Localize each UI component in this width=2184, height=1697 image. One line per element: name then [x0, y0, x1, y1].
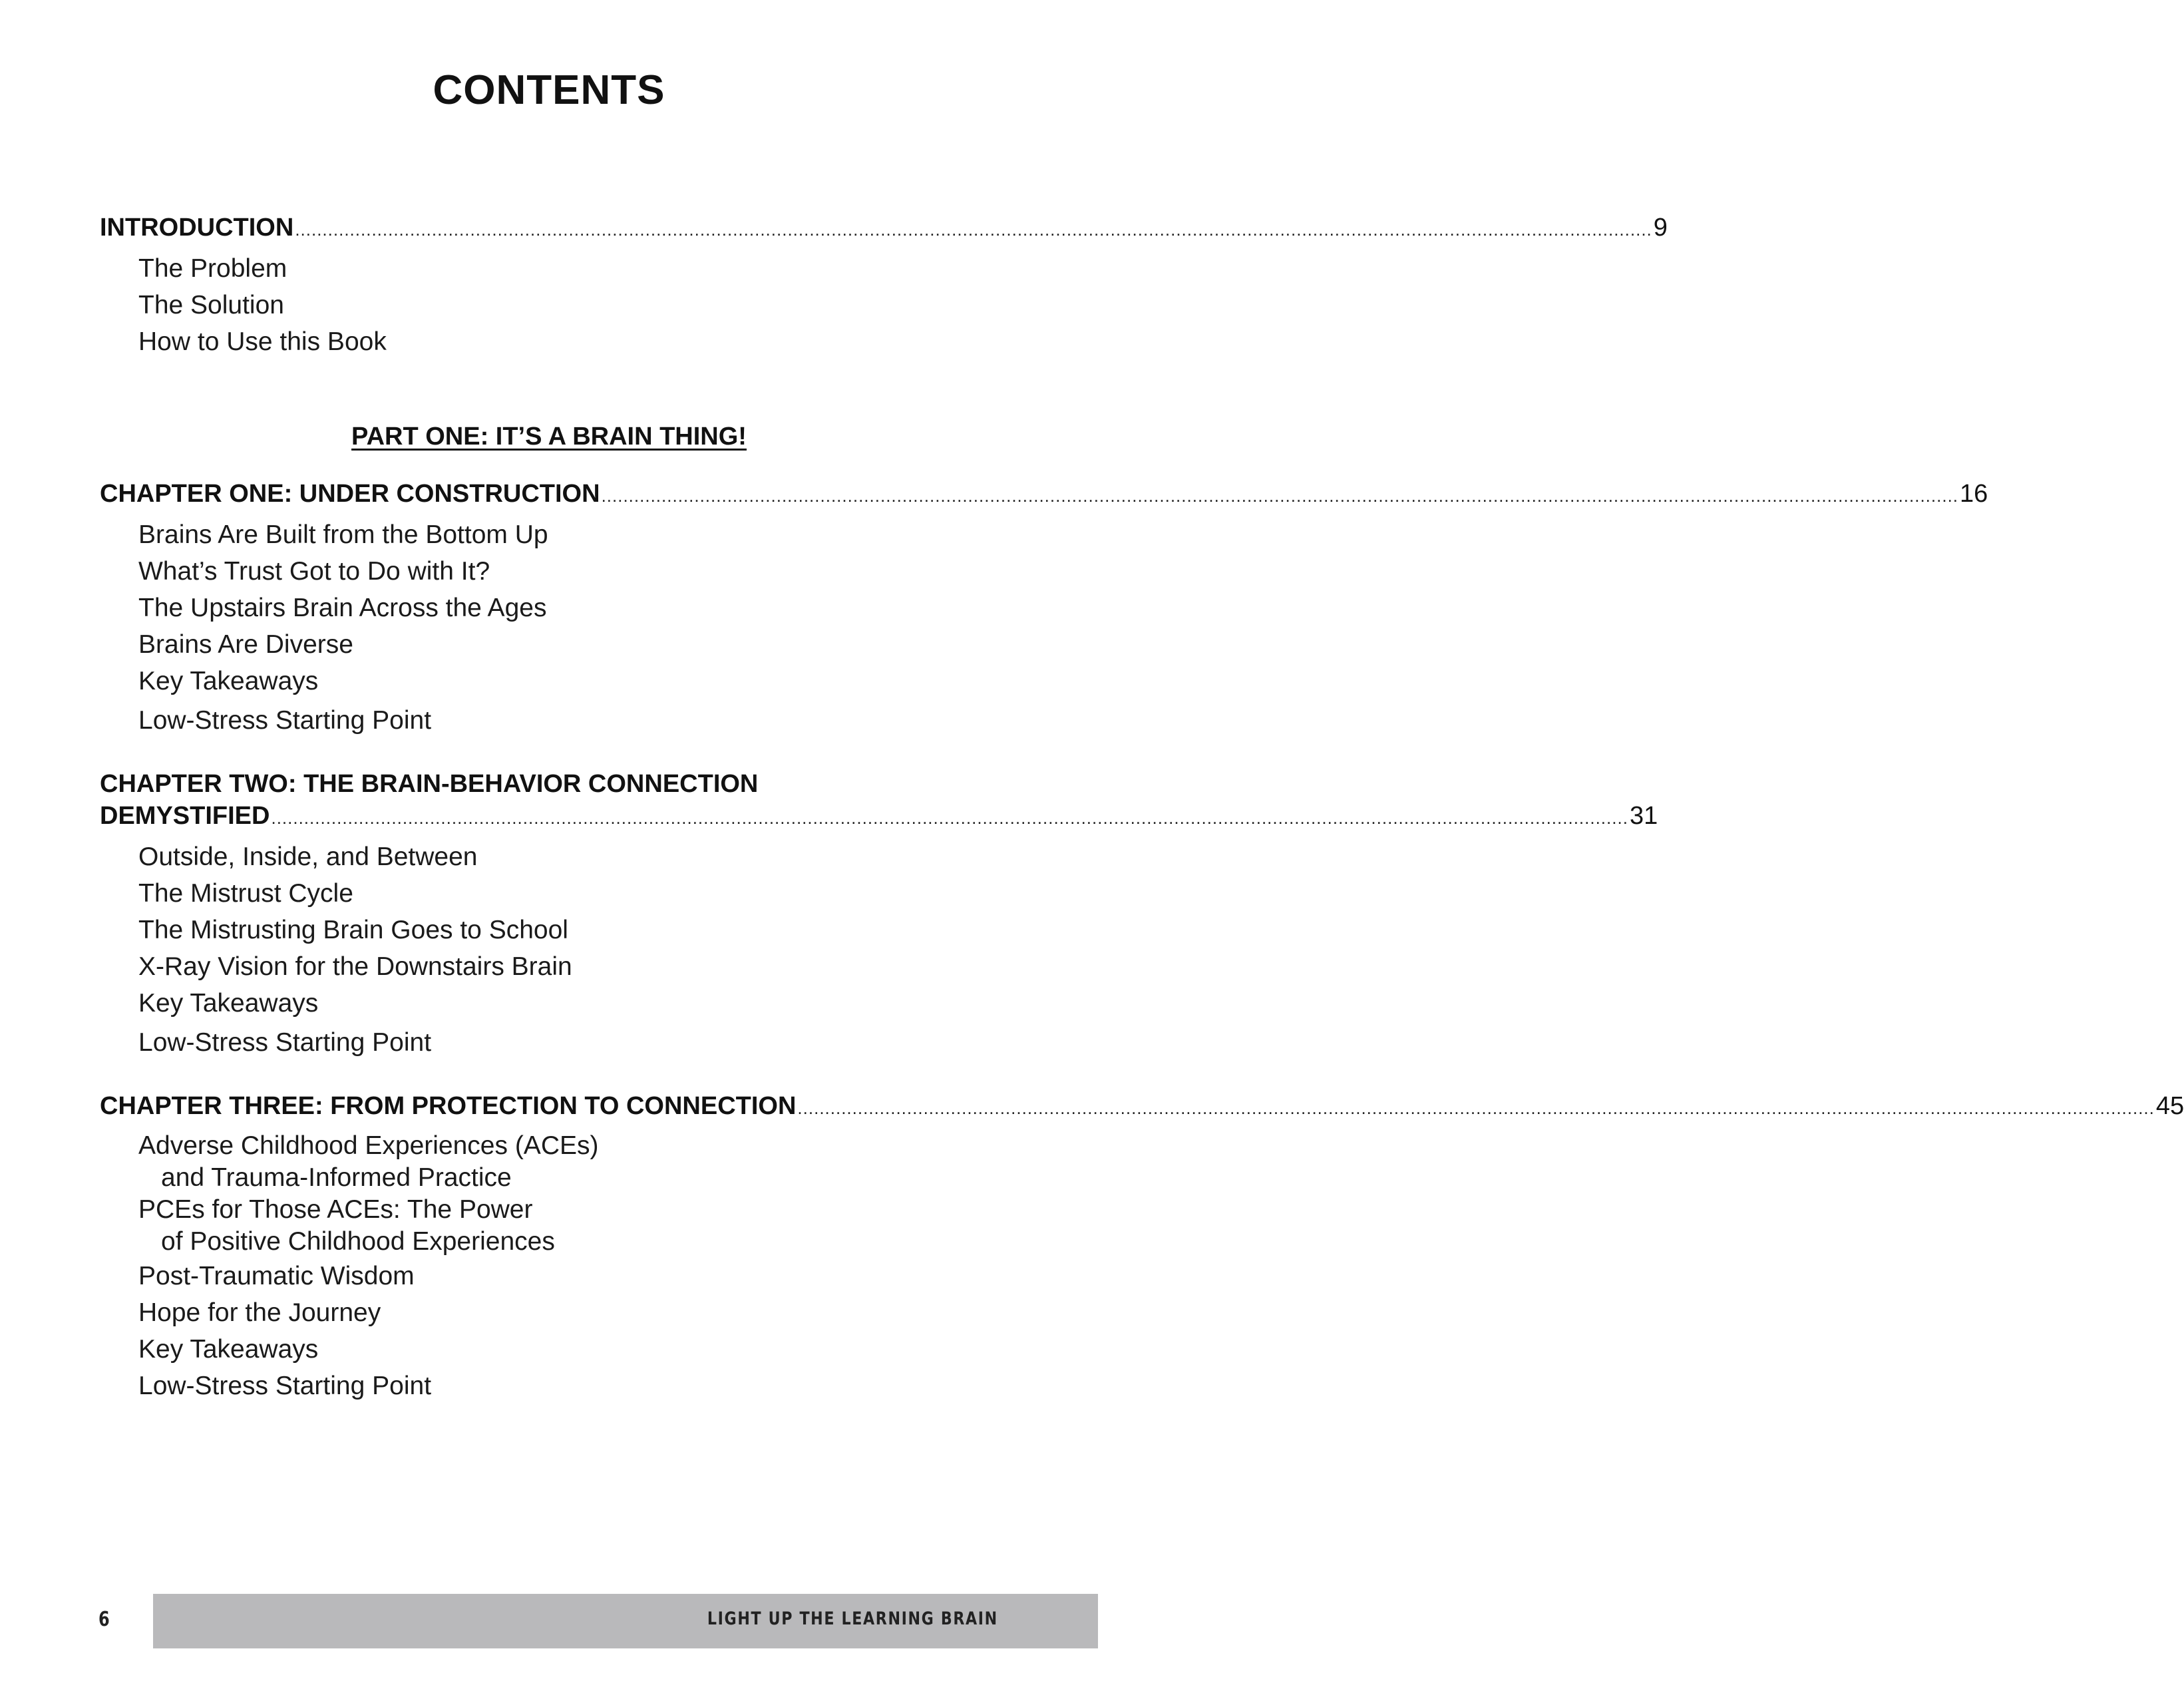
page-number: 45: [2155, 1092, 2184, 1120]
entry-title: CHAPTER ONE: UNDER CONSTRUCTION: [100, 480, 600, 508]
toc-entry-chapter-three[interactable]: [100, 1090, 2184, 1124]
list-item: The Solution: [138, 291, 284, 319]
list-item: Key Takeaways: [138, 989, 319, 1018]
page-number: 9: [1653, 214, 1668, 242]
list-item: Brains Are Built from the Bottom Up: [138, 520, 548, 549]
part-one-heading-text: PART ONE: IT’S A BRAIN THING!: [351, 423, 747, 451]
list-item-continuation: of Positive Childhood Experiences: [161, 1227, 555, 1256]
list-item: Outside, Inside, and Between: [138, 843, 478, 871]
running-footer-title: LIGHT UP THE LEARNING BRAIN: [707, 1608, 998, 1629]
dot-leader: ........................................................................................................................................................................................................................................................: [271, 808, 1628, 828]
list-item: How to Use this Book: [138, 327, 387, 356]
entry-title: INTRODUCTION: [100, 214, 294, 242]
toc-entry-chapter-two[interactable]: [100, 800, 1658, 834]
list-item: PCEs for Those ACEs: The Power: [138, 1195, 533, 1224]
list-item: Adverse Childhood Experiences (ACEs): [138, 1131, 599, 1160]
chapter-three-subsections: [138, 1130, 599, 1404]
list-item: Key Takeaways: [138, 1335, 319, 1364]
list-item: Low-Stress Starting Point: [138, 706, 432, 735]
introduction-subsections: [138, 250, 387, 360]
chapter-two-subsections: [138, 839, 572, 1064]
list-item: What’s Trust Got to Do with It?: [138, 557, 490, 586]
list-item: Post-Traumatic Wisdom: [138, 1262, 415, 1290]
page-number-footer: 6: [98, 1608, 110, 1631]
entry-title: DEMYSTIFIED: [100, 802, 270, 830]
toc-entry-chapter-one[interactable]: [100, 478, 1988, 512]
dot-leader: ........................................................................................................................................................................................................................................................: [601, 486, 1959, 506]
toc-entry-introduction[interactable]: [100, 212, 1668, 246]
entry-title: CHAPTER THREE: FROM PROTECTION TO CONNECTION: [100, 1092, 797, 1120]
list-item: Brains Are Diverse: [138, 630, 353, 659]
dot-leader: ........................................................................................................................................................................................................................................................: [295, 220, 1652, 240]
list-item: Hope for the Journey: [138, 1298, 381, 1327]
page-number: 16: [1960, 480, 1988, 508]
list-item: Key Takeaways: [138, 667, 319, 695]
list-item: Low-Stress Starting Point: [138, 1028, 432, 1057]
list-item-continuation: and Trauma-Informed Practice: [161, 1163, 512, 1192]
list-item: The Problem: [138, 254, 287, 283]
dot-leader: ........................................................................................................................................................................................................................................................: [797, 1098, 2155, 1118]
page-title: CONTENTS: [433, 67, 665, 113]
page-number: 31: [1629, 802, 1658, 830]
toc-entry-chapter-two-line1[interactable]: CHAPTER TWO: THE BRAIN-BEHAVIOR CONNECTION: [100, 770, 759, 798]
chapter-one-subsections: [138, 516, 548, 742]
part-one-heading: [0, 421, 1098, 453]
list-item: X-Ray Vision for the Downstairs Brain: [138, 952, 572, 981]
footer-bar: [153, 1594, 1098, 1648]
list-item: Low-Stress Starting Point: [138, 1372, 432, 1400]
list-item: The Upstairs Brain Across the Ages: [138, 594, 547, 622]
list-item: The Mistrusting Brain Goes to School: [138, 916, 568, 944]
list-item: The Mistrust Cycle: [138, 879, 353, 908]
